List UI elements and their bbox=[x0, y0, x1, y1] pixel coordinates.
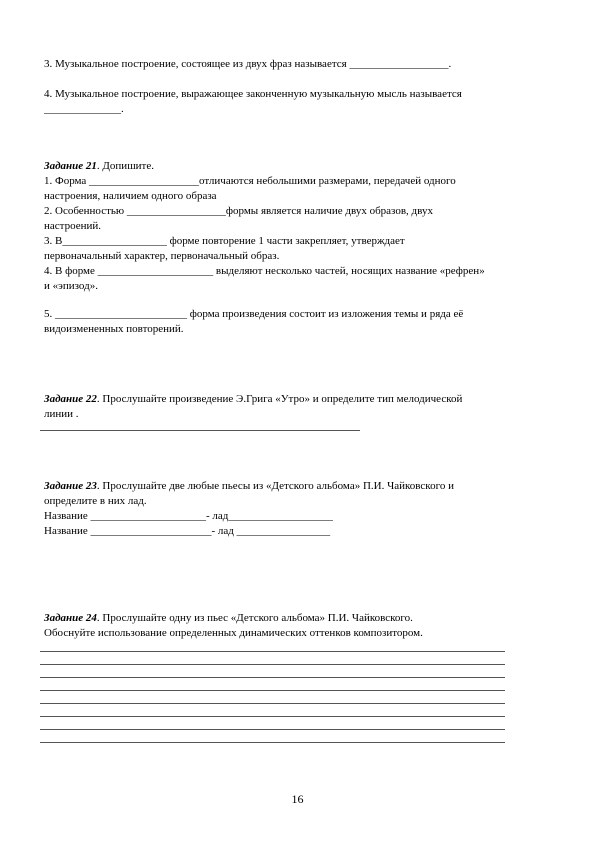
task-22-text-line-1: . Прослушайте произведение Э.Грига «Утро» и определите тип мелодической bbox=[96, 393, 463, 405]
answer-line[interactable] bbox=[40, 677, 505, 678]
task-21-item-5-line-2: видоизмененных повторений. bbox=[44, 323, 184, 335]
task-23-text-line-1: . Прослушайте две любые пьесы из «Детского альбома» П.И. Чайковского и bbox=[96, 480, 454, 492]
task-21-item-1-line-2: настроения, наличием одного образа bbox=[44, 190, 217, 202]
answer-line[interactable] bbox=[40, 690, 505, 691]
task-21-label: Задание 21 bbox=[44, 160, 97, 172]
task-23-heading bbox=[44, 479, 454, 494]
task-22-text-line-2: линии . bbox=[44, 408, 79, 420]
task-21-item-3-line-1: 3. В___________________ форме повторение 1 части закрепляет, утверждает bbox=[44, 235, 405, 247]
task-23-row-1: Название _____________________- лад___________________ bbox=[44, 510, 333, 522]
task-24-heading bbox=[44, 611, 413, 626]
question-4-line-2: ______________. bbox=[44, 103, 124, 115]
task-22-label: Задание 22 bbox=[44, 393, 97, 405]
task-24-text-line-2: Обоснуйте использование определенных динамических оттенков композитором. bbox=[44, 627, 423, 639]
task-23-row-2: Название ______________________- лад _________________ bbox=[44, 525, 331, 537]
answer-line[interactable] bbox=[40, 716, 505, 717]
answer-line[interactable] bbox=[40, 703, 505, 704]
task-21-item-5-line-1: 5. ________________________ форма произведения состоит из изложения темы и ряда её bbox=[44, 308, 464, 320]
task-21-item-3-line-2: первоначальный характер, первоначальный образ. bbox=[44, 250, 280, 262]
answer-line[interactable] bbox=[40, 729, 505, 730]
page-number: 16 bbox=[291, 792, 304, 806]
answer-line[interactable] bbox=[40, 651, 505, 652]
question-3: 3. Музыкальное построение, состоящее из двух фраз называется __________________. bbox=[44, 58, 452, 70]
task-21-item-2-line-1: 2. Особенностью __________________формы является наличие двух образов, двух bbox=[44, 205, 433, 217]
task-21-item-4-line-2: и «эпизод». bbox=[44, 280, 98, 292]
answer-line[interactable] bbox=[40, 664, 505, 665]
task-24-text-line-1: . Прослушайте одну из пьес «Детского альбома» П.И. Чайковского. bbox=[96, 612, 413, 624]
task-23-text-line-2: определите в них лад. bbox=[44, 495, 147, 507]
task-21-item-2-line-2: настроений. bbox=[44, 220, 102, 232]
task-21-heading bbox=[44, 159, 154, 174]
answer-line[interactable] bbox=[40, 430, 360, 431]
task-21-item-1-line-1: 1. Форма ____________________отличаются небольшими размерами, передачей одного bbox=[44, 175, 456, 187]
task-24-label: Задание 24 bbox=[44, 612, 97, 624]
question-4-line-1: 4. Музыкальное построение, выражающее законченную музыкальную мысль называется bbox=[44, 88, 462, 100]
task-21-title: . Допишите. bbox=[96, 160, 154, 172]
task-22-heading bbox=[44, 392, 462, 407]
task-23-label: Задание 23 bbox=[44, 480, 97, 492]
task-21-item-4-line-1: 4. В форме _____________________ выделяют несколько частей, носящих название «рефрен» bbox=[44, 265, 485, 277]
answer-line[interactable] bbox=[40, 742, 505, 743]
